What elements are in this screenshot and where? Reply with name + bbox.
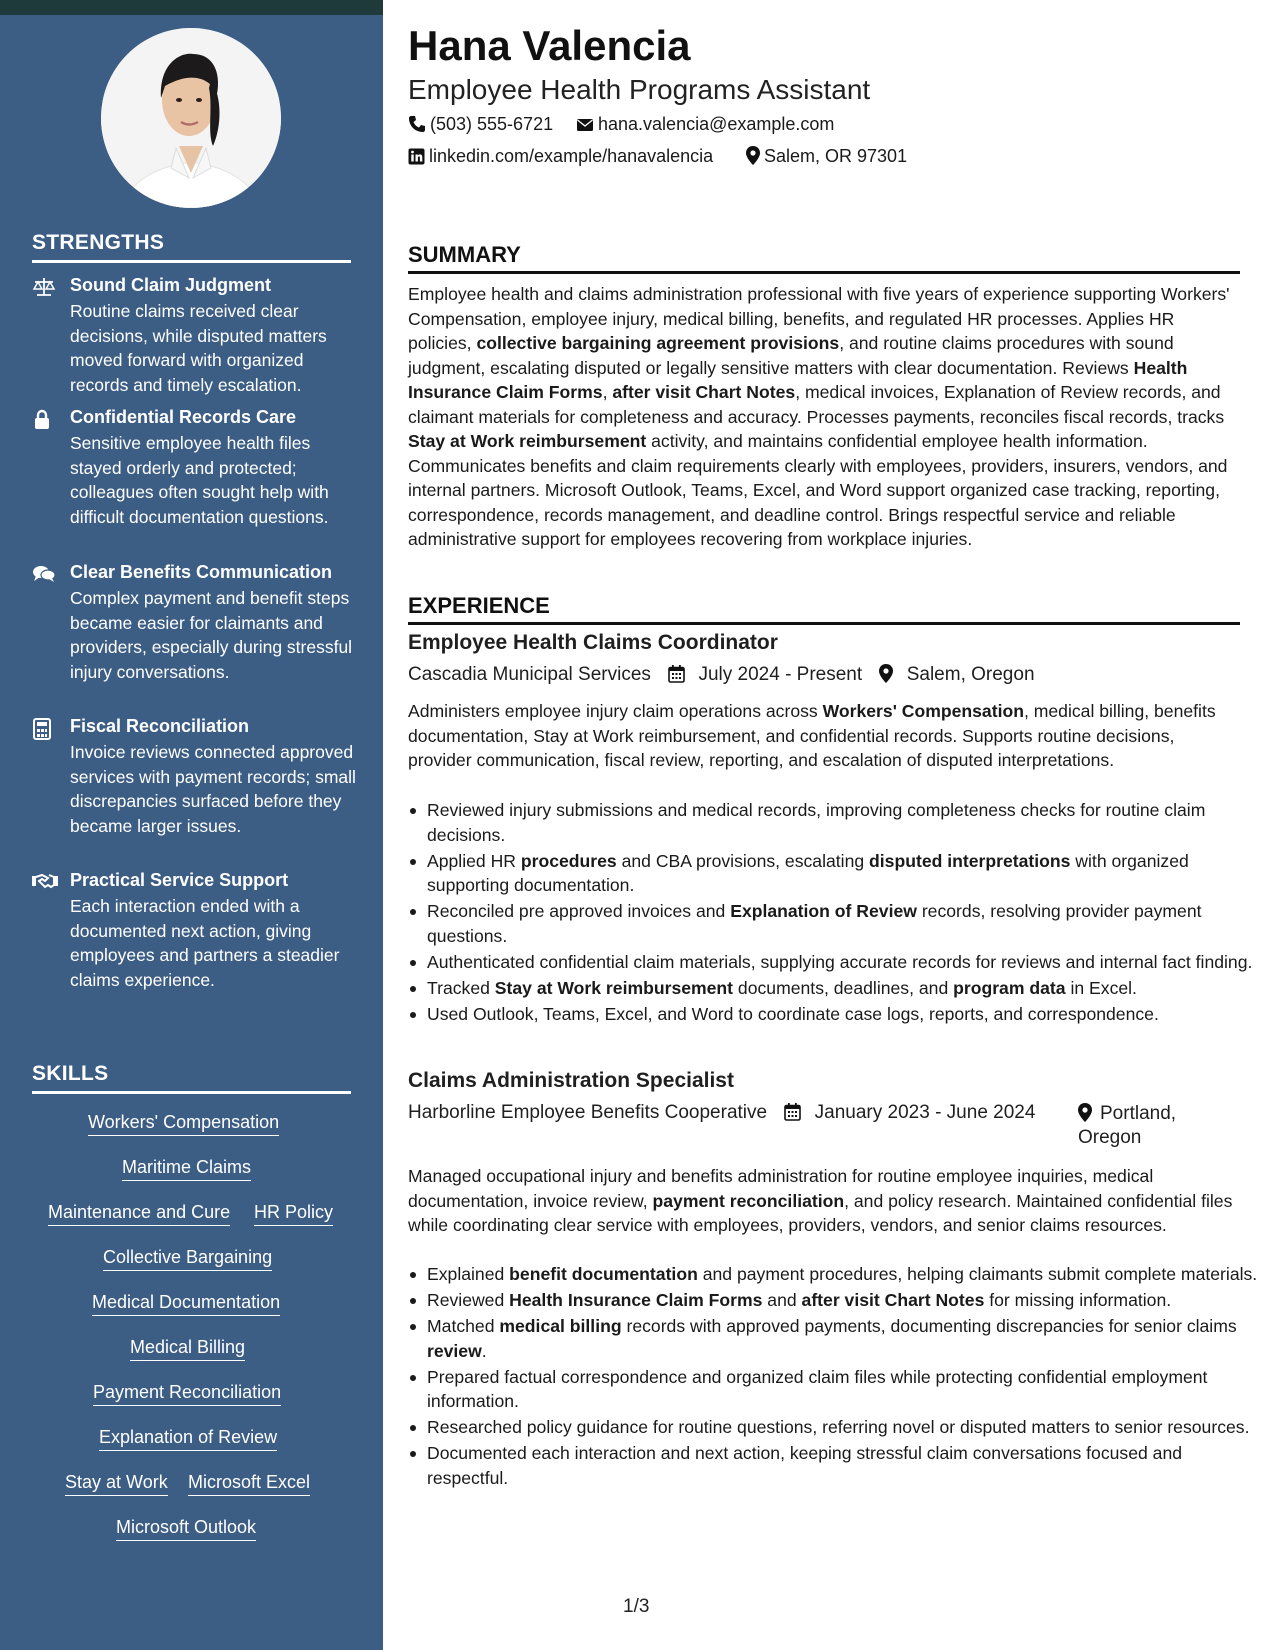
strength-title: Practical Service Support [70,870,289,890]
job-title: Claims Administration Specialist [408,1069,734,1092]
summary-heading: SUMMARY [408,242,1240,274]
job-dates: January 2023 - June 2024 [814,1102,1036,1123]
job-bullet: Prepared factual correspondence and organized claim files while protecting confidential employment information. [427,1365,1259,1414]
job-bullet: Reviewed Health Insurance Claim Forms and after visit Chart Notes for missing information. [427,1288,1259,1313]
calendar-icon [668,665,685,683]
experience-heading: EXPERIENCE [408,593,1240,625]
envelope-icon [576,117,594,133]
phone-text: (503) 555-6721 [430,114,554,134]
skill-tag: Maritime Claims [122,1157,251,1181]
job-bullet: Reconciled pre approved invoices and Explanation of Review records, resolving provider payment questions. [427,899,1259,948]
profile-photo [101,28,281,208]
lock-icon [32,409,56,431]
job-bullet: Researched policy guidance for routine questions, referring novel or disputed matters to senior resources. [427,1415,1259,1440]
summary-text: Employee health and claims administration professional with five years of experience supporting Workers' Compensation, employee injury, medical billing, benefits, and regulated HR processes. Applies HR policies, collective bargaining agreement provisions, and routine claims procedures with sound judgment, escalating disputed or legally sensitive matters with clear documentation. Reviews Health Insurance Claim Forms, after visit Chart Notes, medical invoices, Explanation of Review records, and claimant materials for completeness and accuracy. Processes payments, reconciles fiscal records, tracks Stay at Work reimbursement activity, and maintains confidential employee health information. Communicates benefits and claim requirements clearly with employees, providers, insurers, vendors, and internal partners. Microsoft Outlook, Teams, Excel, and Word support organized case tracking, reporting, correspondence, records management, and deadline control. Brings respectful service and reliable administrative support for employees recovering from workplace injuries. [408,284,1230,549]
strength-description: Complex payment and benefit steps became easier for claimants and providers, especially during stressful injury conversations. [70,588,353,682]
job-location-block [1078,1102,1176,1150]
handshake-icon [32,872,56,894]
sidebar [0,15,383,1650]
contact-phone [408,114,553,135]
job-bullet: Reviewed injury submissions and medical records, improving completeness checks for routine claim decisions. [427,798,1259,847]
job-bullet: Used Outlook, Teams, Excel, and Word to coordinate case logs, reports, and correspondence. [427,1002,1259,1027]
chat-icon [32,564,56,586]
map-pin-icon [1078,1103,1092,1122]
job-bullets [408,798,1259,1028]
skill-tag: Medical Billing [130,1337,245,1361]
skill-tag: Collective Bargaining [103,1247,272,1271]
strength-description: Each interaction ended with a documented next action, giving employees and partners a steadier claims experience. [70,896,340,990]
strength-title: Clear Benefits Communication [70,562,333,582]
contact-email [576,114,834,135]
strength-description: Sensitive employee health files stayed orderly and protected; colleagues often sought help with difficult documentation questions. [70,433,329,527]
scale-icon [32,277,56,299]
calendar-icon [784,1103,801,1121]
map-pin-icon [746,146,760,165]
contact-location [746,146,907,167]
strength-title: Sound Claim Judgment [70,275,272,295]
job-description: Managed occupational injury and benefits administration for routine employee inquiries, medical documentation, invoice review, payment reconciliation, and policy research. Maintained confidential files while coordinating clear service with employees, providers, vendors, and senior claims resources. [408,1166,1233,1235]
skill-tag: Payment Reconciliation [93,1382,281,1406]
job-bullet: Documented each interaction and next action, keeping stressful claim conversations focused and respectful. [427,1441,1259,1490]
map-pin-icon [879,664,893,683]
calculator-icon [32,718,56,740]
contact-linkedin [408,146,713,167]
job-bullet: Tracked Stay at Work reimbursement documents, deadlines, and program data in Excel. [427,976,1259,1001]
skill-tag: Maintenance and Cure [48,1202,230,1226]
job-location-line1: Portland, [1100,1103,1177,1124]
skill-tag: Workers' Compensation [88,1112,279,1136]
location-text: Salem, OR 97301 [764,146,908,166]
job-bullet: Applied HR procedures and CBA provisions, escalating disputed interpretations with organized supporting documentation. [427,849,1259,898]
skill-tag: HR Policy [254,1202,333,1226]
skills-heading: SKILLS [32,1062,351,1094]
skill-tag: Explanation of Review [99,1427,277,1451]
skill-tag: Microsoft Excel [188,1472,310,1496]
job-location: Salem, Oregon [906,664,1035,685]
job-title: Employee Health Claims Coordinator [408,631,778,654]
company-name: Cascadia Municipal Services [408,664,651,685]
job-description: Administers employee injury claim operations across Workers' Compensation, medical billing, benefits documentation, Stay at Work reimbursement, and confidential records. Supports routine decisions, provider communication, fiscal review, reporting, and escalation of disputed interpretations. [408,701,1216,770]
job-meta [408,1102,1035,1124]
candidate-title: Employee Health Programs Assistant [408,74,871,105]
company-name: Harborline Employee Benefits Cooperative [408,1102,768,1123]
job-bullet: Matched medical billing records with approved payments, documenting discrepancies for senior claims review. [427,1314,1259,1363]
job-bullet: Authenticated confidential claim materials, supplying accurate records for reviews and internal fact finding. [427,950,1259,975]
page-number: 1/3 [623,1596,650,1617]
job-bullet: Explained benefit documentation and payment procedures, helping claimants submit complete materials. [427,1262,1259,1287]
linkedin-text: linkedin.com/example/hanavalencia [429,146,714,166]
strength-title: Confidential Records Care [70,407,297,427]
profile-photo-image [101,28,281,208]
job-meta [408,664,1035,686]
skill-tag: Medical Documentation [92,1292,280,1316]
phone-icon [408,115,426,133]
strength-description: Invoice reviews connected approved services with payment records; small discrepancies surfaced before they became larger issues. [70,742,356,836]
strength-title: Fiscal Reconciliation [70,716,250,736]
candidate-name: Hana Valencia [408,22,691,69]
skill-tag: Stay at Work [65,1472,168,1496]
strengths-heading: STRENGTHS [32,231,351,263]
skill-tag: Microsoft Outlook [116,1517,256,1541]
email-text: hana.valencia@example.com [598,114,835,134]
job-bullets [408,1262,1259,1492]
job-dates: July 2024 - Present [698,664,863,685]
linkedin-icon [408,148,425,165]
job-location-line2: Oregon [1078,1127,1142,1148]
strength-description: Routine claims received clear decisions, while disputed matters moved forward with organized records and timely escalation. [70,301,327,395]
sidebar-top-bar [0,0,383,15]
